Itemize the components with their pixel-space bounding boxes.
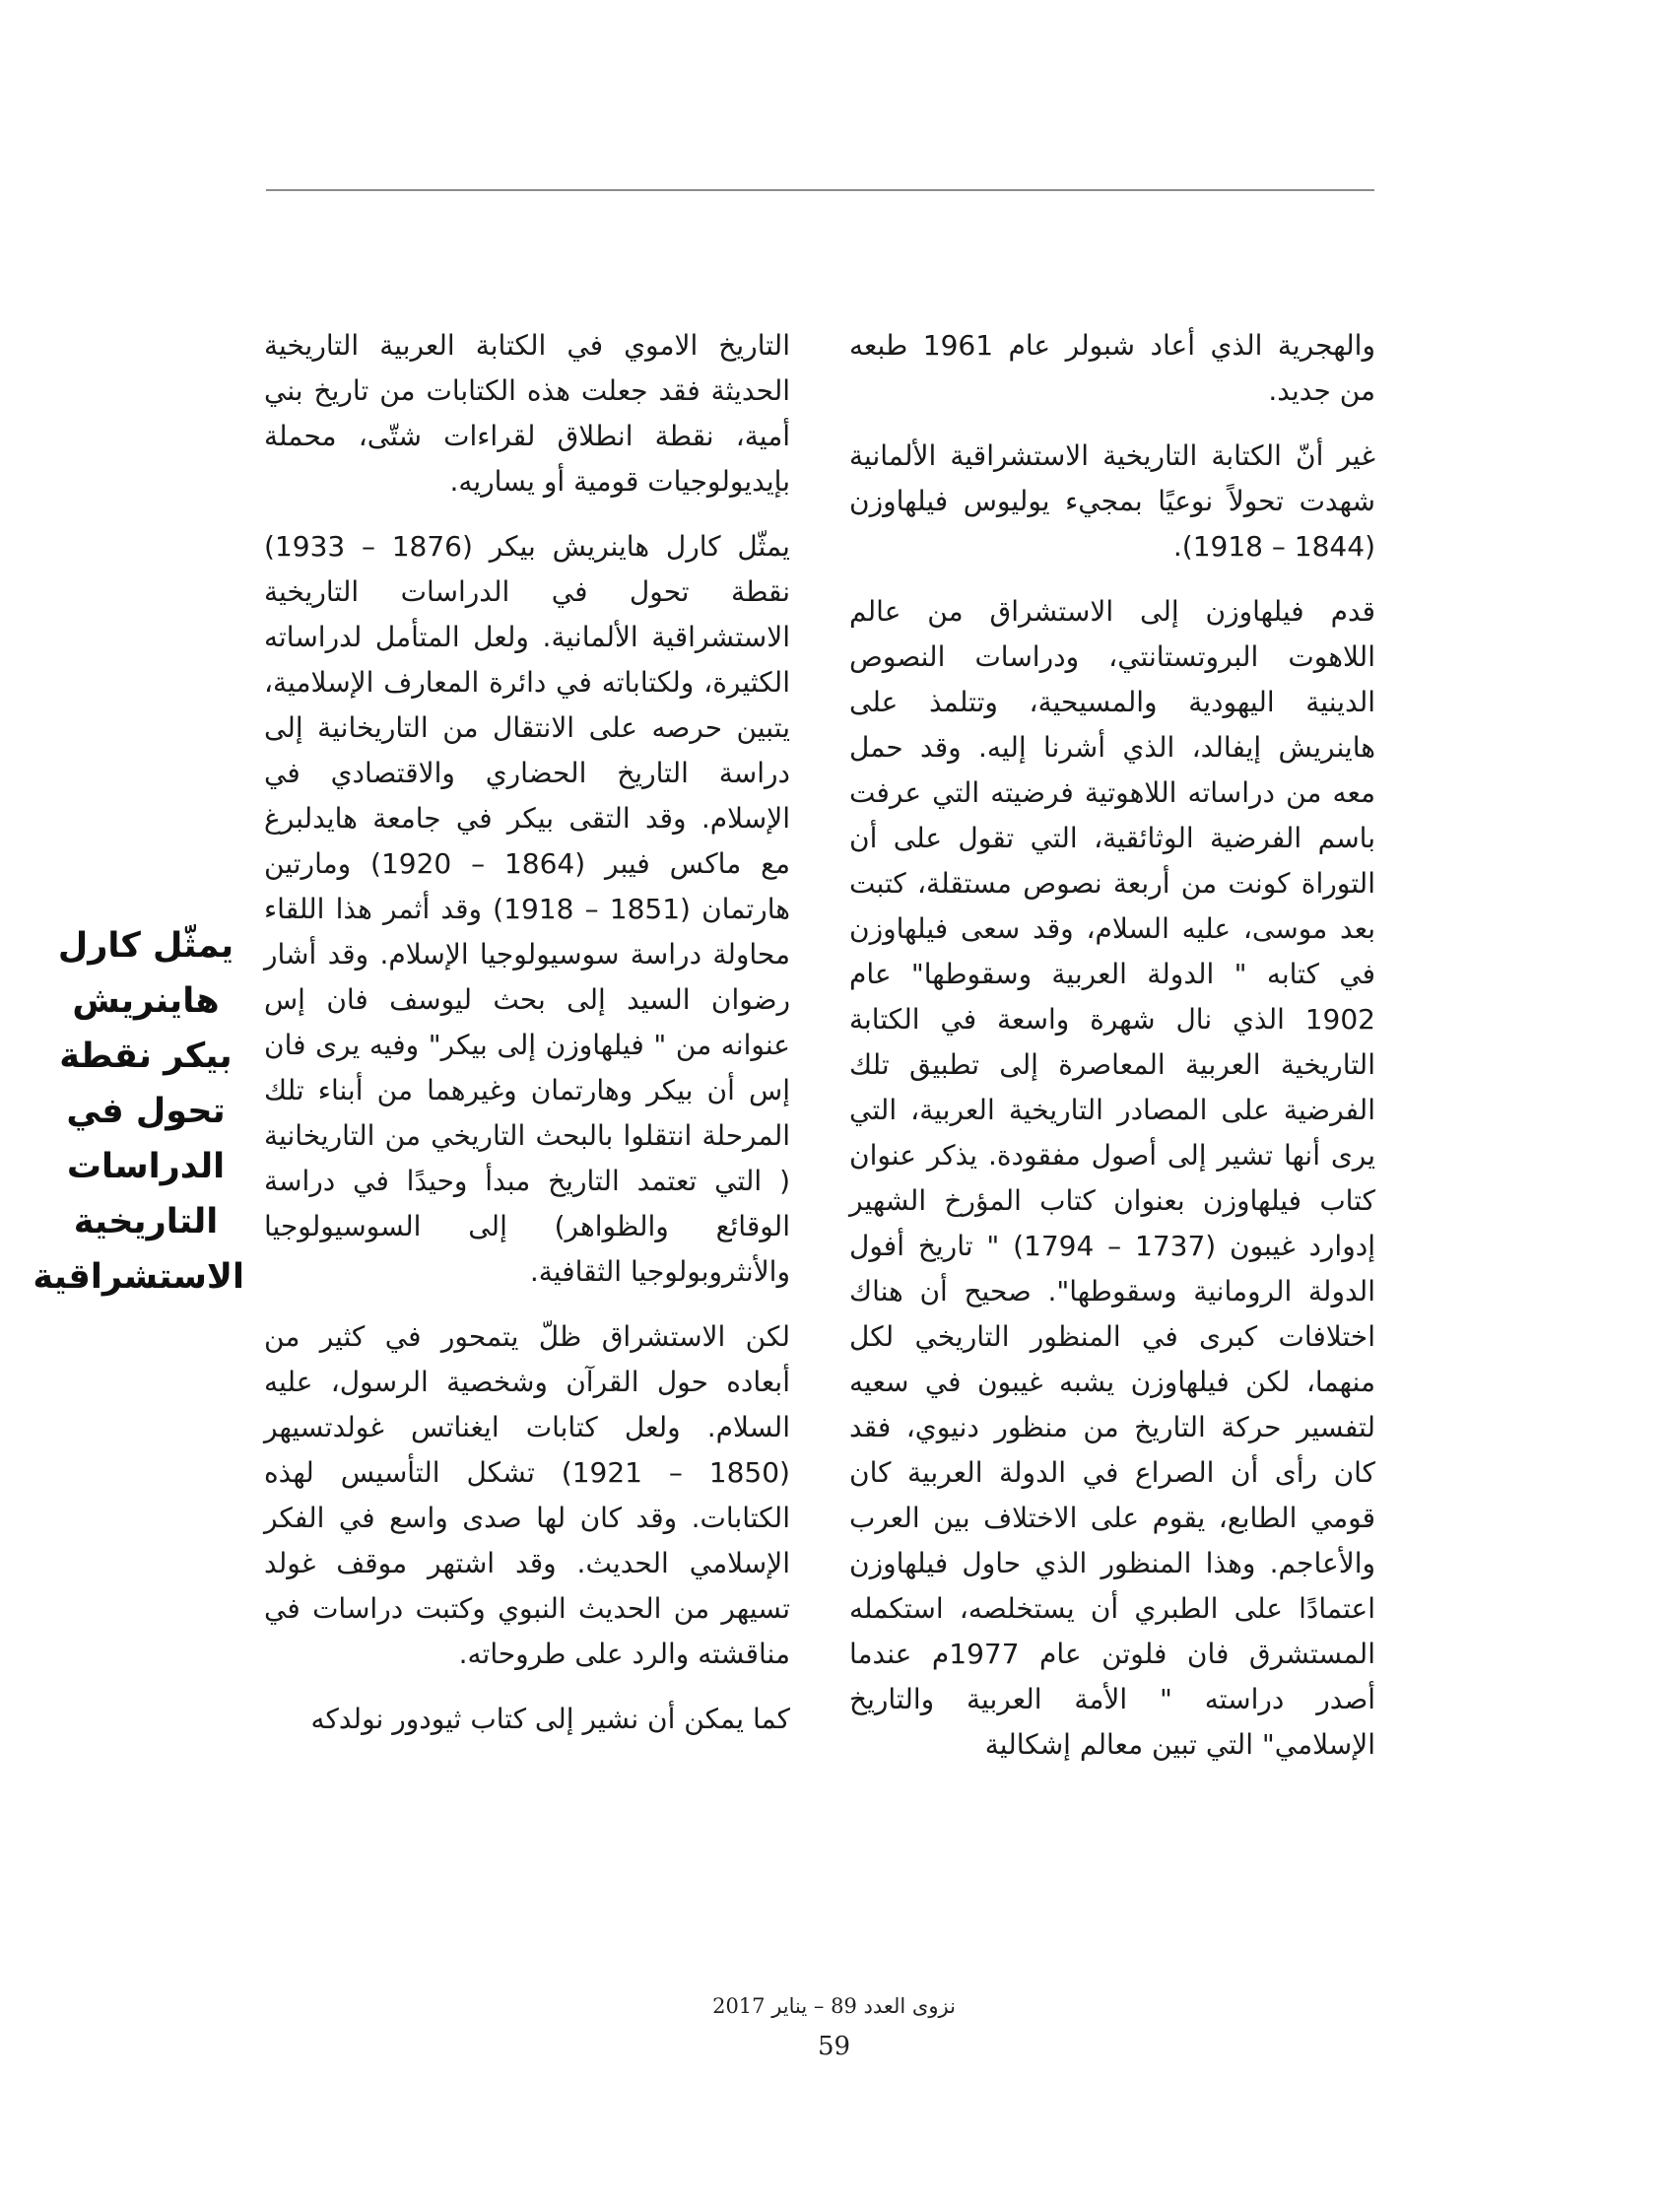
paragraph: لكن الاستشراق ظلّ يتمحور في كثير من أبعاده حول القرآن وشخصية الرسول، عليه السلام. ولعل كتابات ايغناتس غولدتسيهر (1850 – 1921) تشكل التأسيس لهذه الكتابات. وقد كان لها صدى واسع في الفكر الإسلامي الحديث. وقد اشتهر موقف غولد تسيهر من الحديث النبوي وكتبت دراسات في مناقشته والرد على طروحاته. — [264, 1320, 790, 1670]
footer-issue-line: نزوى العدد 89 – يناير 2017 — [712, 1994, 956, 2018]
paragraph: قدم فيلهاوزن إلى الاستشراق من عالم اللاهوت البروتستانتي، ودراسات النصوص الدينية اليهودية والمسيحية، وتتلمذ على هاينريش إيفالد، الذي أشرنا إليه. وقد حمل معه من دراساته اللاهوتية فرضيته التي عرفت باسم الفرضية الوثائقية، التي تقول على أن التوراة كونت من أربعة نصوص مستقلة، كتبت بعد موسى، عليه السلام، وقد سعى فيلهاوزن في كتابه " الدولة العربية وسقوطها" عام 1902 الذي نال شهرة واسعة في الكتابة التاريخية العربية المعاصرة إلى تطبيق تلك الفرضية على المصادر التاريخية العربية، التي يرى أنها تشير إلى أصول مفقودة. يذكر عنوان كتاب فيلهاوزن بعنوان كتاب المؤرخ الشهير إدوارد غيبون (1737 – 1794) " تاريخ أفول الدولة الرومانية وسقوطها". صحيح أن هناك اختلافات كبرى في المنظور التاريخي لكل منهما، لكن فيلهاوزن يشبه غيبون في سعيه لتفسير حركة التاريخ من منظور دنيوي، فقد كان رأى أن الصراع في الدولة العربية كان قومي الطابع، يقوم على الاختلاف بين العرب والأعاجم. وهذا المنظور الذي حاول فيلهاوزن اعتمادًا على الطبري أن يستخلصه، استكمله المستشرق فان فلوتن عام 1977م عندما أصدر دراسته " الأمة العربية والتاريخ الإسلامي" التي تبين معالم إشكالية — [849, 595, 1375, 1761]
header-rule — [266, 189, 1374, 191]
paragraph: كما يمكن أن نشير إلى كتاب ثيودور نولدكه — [310, 1703, 790, 1735]
paragraph: والهجرية الذي أعاد شبولر عام 1961 طبعه من جديد. — [849, 329, 1375, 407]
page-number: 59 — [817, 2032, 851, 2061]
paragraph: غير أنّ الكتابة التاريخية الاستشراقية الألمانية شهدت تحولاً نوعيًا بمجيء يوليوس فيلهاوزن (1844 – 1918). — [849, 439, 1375, 563]
article-column-right — [849, 323, 1375, 1787]
pull-quote: يمثّل كارل هاينريش بيكر نقطة تحول في الدراسات التاريخية الاستشراقية — [33, 926, 244, 1297]
article-column-middle — [264, 323, 790, 1762]
paragraph: يمثّل كارل هاينريش بيكر (1876 – 1933) نقطة تحول في الدراسات التاريخية الاستشراقية الألمانية. ولعل المتأمل لدراساته الكثيرة، ولكتاباته في دائرة المعارف الإسلامية، يتبين حرصه على الانتقال من التاريخانية إلى دراسة التاريخ الحضاري والاقتصادي في الإسلام. وقد التقى بيكر في جامعة هايدلبرغ مع ماكس فيبر (1864 – 1920) ومارتين هارتمان (1851 – 1918) وقد أثمر هذا اللقاء محاولة دراسة سوسيولوجيا الإسلام. وقد أشار رضوان السيد إلى بحث ليوسف فان إس عنوانه من " فيلهاوزن إلى بيكر" وفيه يرى فان إس أن بيكر وهارتمان وغيرهما من أبناء تلك المرحلة انتقلوا بالبحث التاريخي من التاريخانية ( التي تعتمد التاريخ مبدأ وحيدًا في دراسة الوقائع والظواهر) إلى السوسيولوجيا والأنثروبولوجيا الثقافية. — [264, 530, 791, 1288]
paragraph: التاريخ الاموي في الكتابة العربية التاريخية الحديثة فقد جعلت هذه الكتابات من تاريخ بني أمية، نقطة انطلاق لقراءات شتّى، محملة بإيديولوجيات قومية أو يساريه. — [264, 329, 790, 498]
